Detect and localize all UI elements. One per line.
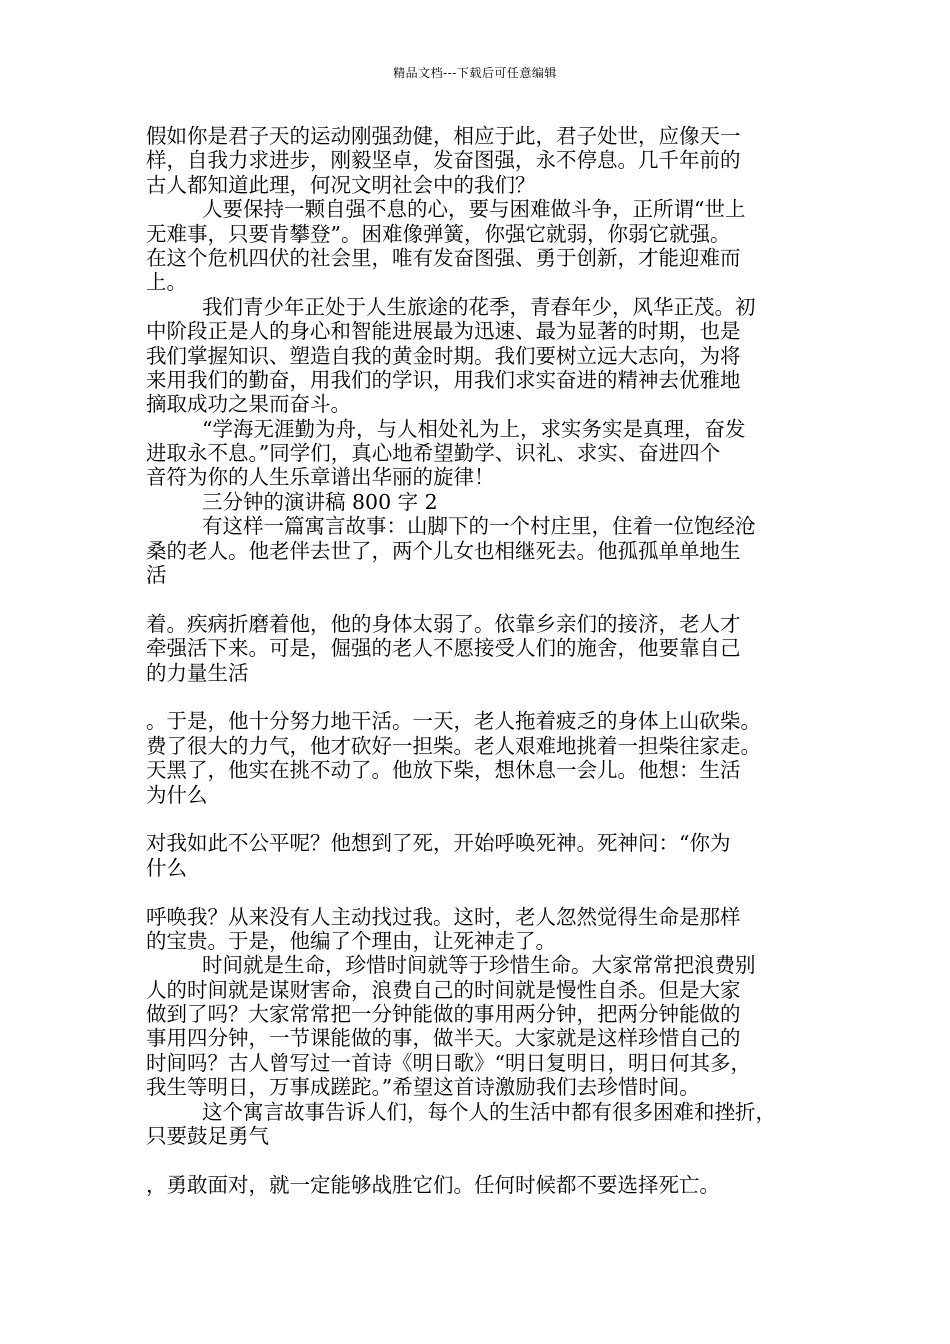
text-line: 人的时间就是谋财害命，浪费自己的时间就是慢性自杀。但是大家 xyxy=(146,977,741,1002)
text-line: 中阶段正是人的身心和智能进展最为迅速、最为显著的时期，也是 xyxy=(146,319,741,344)
text-line: 只要鼓足勇气 xyxy=(146,1124,269,1149)
text-line: 做到了吗？大家常常把一分钟能做的事用两分钟，把两分钟能做的 xyxy=(146,1002,741,1027)
text-line: 我们青少年正处于人生旅途的花季，青春年少，风华正茂。初 xyxy=(202,294,756,319)
text-line: 我们掌握知识、塑造自我的黄金时期。我们要树立远大志向，为将 xyxy=(146,343,741,368)
text-line: 这个寓言故事告诉人们，每个人的生活中都有很多困难和挫折， xyxy=(202,1099,776,1124)
text-line: 活 xyxy=(146,563,167,588)
text-line: 的宝贵。于是，他编了个理由，让死神走了。 xyxy=(146,928,556,953)
text-line: 音符为你的人生乐章谱出华丽的旋律！ xyxy=(146,465,495,490)
text-line: 人要保持一颗自强不息的心，要与困难做斗争，正所谓“世上 xyxy=(202,197,746,222)
text-line: 时间就是生命，珍惜时间就等于珍惜生命。大家常常把浪费别 xyxy=(202,953,756,978)
text-line: 。于是，他十分努力地干活。一天，老人拖着疲乏的身体上山砍柴。 xyxy=(146,709,761,734)
paragraph-gap xyxy=(146,685,810,709)
text-line: 我生等明日，万事成蹉跎。”希望这首诗激励我们去珍惜时间。 xyxy=(146,1075,700,1100)
text-line: 无难事，只要肯攀登”。困难像弹簧，你强它就弱，你弱它就强。 xyxy=(146,221,731,246)
text-line: 上。 xyxy=(146,270,187,295)
text-line: 时间吗？古人曾写过一首诗《明日歌》“明日复明日，明日何其多， xyxy=(146,1050,751,1075)
text-line: 事用四分钟，一节课能做的事，做半天。大家就是这样珍惜自己的 xyxy=(146,1026,741,1051)
text-line: 费了很大的力气，他才砍好一担柴。老人艰难地挑着一担柴往家走。 xyxy=(146,733,761,758)
text-line: 为什么 xyxy=(146,782,208,807)
text-line: 摘取成功之果而奋斗。 xyxy=(146,392,351,417)
text-line: ，勇敢面对，就一定能够战胜它们。任何时候都不要选择死亡。 xyxy=(146,1172,720,1197)
text-line: 牵强活下来。可是，倔强的老人不愿接受人们的施舍，他要靠自己 xyxy=(146,636,741,661)
text-line: 天黑了，他实在挑不动了。他放下柴，想休息一会儿。他想：生活 xyxy=(146,758,741,783)
text-line: 有这样一篇寓言故事：山脚下的一个村庄里，住着一位饱经沧 xyxy=(202,514,756,539)
paragraph-gap xyxy=(146,1148,810,1172)
text-line: 进取永不息。”同学们，真心地希望勤学、识礼、求实、奋进四个 xyxy=(146,441,721,466)
paragraph-gap xyxy=(146,587,810,611)
paragraph-gap xyxy=(146,807,810,831)
text-line: 三分钟的演讲稿 800 字 2 xyxy=(202,489,438,514)
text-line: 样，自我力求进步，刚毅坚卓，发奋图强，永不停息。几千年前的 xyxy=(146,148,741,173)
text-line: 什么 xyxy=(146,855,187,880)
text-line: 在这个危机四伏的社会里，唯有发奋图强、勇于创新，才能迎难而 xyxy=(146,245,741,270)
text-line: 呼唤我？从来没有人主动找过我。这时，老人忽然觉得生命是那样 xyxy=(146,904,741,929)
text-line: 对我如此不公平呢？他想到了死，开始呼唤死神。死神问：“你为 xyxy=(146,831,731,856)
text-line: 的力量生活 xyxy=(146,660,249,685)
text-line: 桑的老人。他老伴去世了，两个儿女也相继死去。他孤孤单单地生 xyxy=(146,538,741,563)
text-line: “学海无涯勤为舟，与人相处礼为上，求实务实是真理，奋发 xyxy=(202,416,746,441)
text-line: 假如你是君子天的运动刚强劲健，相应于此，君子处世，应像天一 xyxy=(146,124,741,148)
document-body xyxy=(146,124,810,1197)
text-line: 着。疾病折磨着他，他的身体太弱了。依靠乡亲们的接济，老人才 xyxy=(146,611,741,636)
page-header: 精品文档---下载后可任意编辑 xyxy=(393,66,557,80)
text-line: 古人都知道此理，何况文明社会中的我们？ xyxy=(146,172,536,197)
text-line: 来用我们的勤奋，用我们的学识，用我们求实奋进的精神去优雅地 xyxy=(146,367,741,392)
paragraph-gap xyxy=(146,880,810,904)
